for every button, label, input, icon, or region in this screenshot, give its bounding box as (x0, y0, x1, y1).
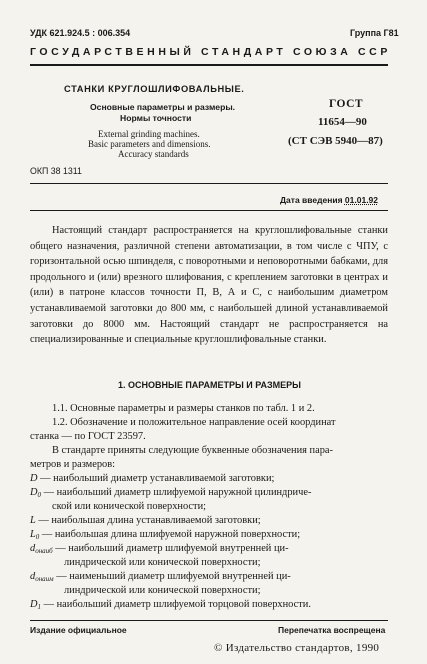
intro-date (280, 195, 378, 205)
definition-continuation: линдрической или конической поверхности; (64, 585, 261, 596)
subtitle-ru-1: Основные параметры и размеры. (90, 102, 236, 112)
date-rule (30, 210, 388, 211)
reprint-label: Перепечатка воспрещена (278, 625, 386, 635)
copyright-line: © Издательство стандартов, 1990 (214, 642, 380, 654)
title-en-1: External grinding machines. (98, 129, 200, 139)
section-heading: 1. ОСНОВНЫЕ ПАРАМЕТРЫ И РАЗМЕРЫ (118, 380, 301, 390)
para-1-1: 1.1. Основные параметры и размеры станков по табл. 1 и 2. (52, 403, 315, 414)
intro-date-label: Дата введения (280, 195, 343, 205)
definition-continuation: ской или конической поверхности; (52, 501, 207, 512)
definition-continuation: линдрической или конической поверхности; (64, 557, 261, 568)
standard-banner: ГОСУДАРСТВЕННЫЙ СТАНДАРТ СОЮЗА ССР (30, 46, 391, 58)
intro-date-value: 01.01.92 (344, 195, 379, 205)
title-ru: СТАНКИ КРУГЛОШЛИФОВАЛЬНЫЕ. (64, 84, 245, 94)
title-en-3: Accuracy standards (118, 149, 189, 159)
gost-label: ГОСТ (329, 98, 364, 110)
group-code: Группа Г81 (350, 28, 399, 38)
definition-item: $D_1$ — наибольший диаметр шлифуемой торцовой поверхности. (30, 599, 311, 611)
subtitle-ru-2: Нормы точности (120, 113, 192, 123)
gost-number: 11654—90 (318, 116, 367, 128)
okp-code: ОКП 38 1311 (30, 166, 82, 176)
para-1-2-line2: станка — по ГОСТ 23597. (30, 431, 146, 442)
definition-item: D — наибольший диаметр устанавливаемой заготовки; (30, 473, 275, 484)
definition-item: $L_0$ — наибольшая длина шлифуемой наружной поверхности; (30, 529, 301, 541)
para-notation-line2: метров и размеров: (30, 459, 116, 470)
st-sev-number: (СТ СЭВ 5940—87) (288, 135, 383, 147)
definition-item: $d_{онаиб}$ — наибольший диаметр шлифуемой внутренней ци- (30, 543, 289, 555)
intro-paragraph: Настоящий стандарт распространяется на круглошлифовальные станки общего назначения, различной степени автоматизации, в том числе с ЧПУ, с горизонтальной осью шпинделя, с поворотными и неповоротными бабками, для продольного и (или) врезного шлифования, с креплением заготовки в центрах и (или) в патроне классов точности П, В, А и С, с наибольшим диаметром устанавливаемой заготовки до 800 мм, с наибольшей длиной устанавливаемой заготовки до 8000 мм. Настоящий стандарт не распространяется на специализированные и специальные круглошлифовальные станки. (30, 225, 388, 346)
footer-rule (30, 620, 388, 621)
title-en-2: Basic parameters and dimensions. (88, 139, 211, 149)
para-1-2-line1: 1.2. Обозначение и положительное направление осей координат (52, 417, 336, 428)
title-rule (30, 183, 388, 184)
edition-label: Издание официальное (30, 625, 127, 635)
definition-item: $D_0$ — наибольший диаметр шлифуемой наружной цилиндриче- (30, 487, 312, 499)
udk-code: УДК 621.924.5 : 006.354 (30, 28, 131, 38)
definition-item: L — наибольшая длина устанавливаемой заготовки; (30, 515, 261, 526)
definition-item: $d_{онаим}$ — наименьший диаметр шлифуемой внутренней ци- (30, 571, 291, 583)
header-rule (30, 64, 388, 66)
para-notation-line1: В стандарте приняты следующие буквенные обозначения пара- (52, 445, 333, 456)
